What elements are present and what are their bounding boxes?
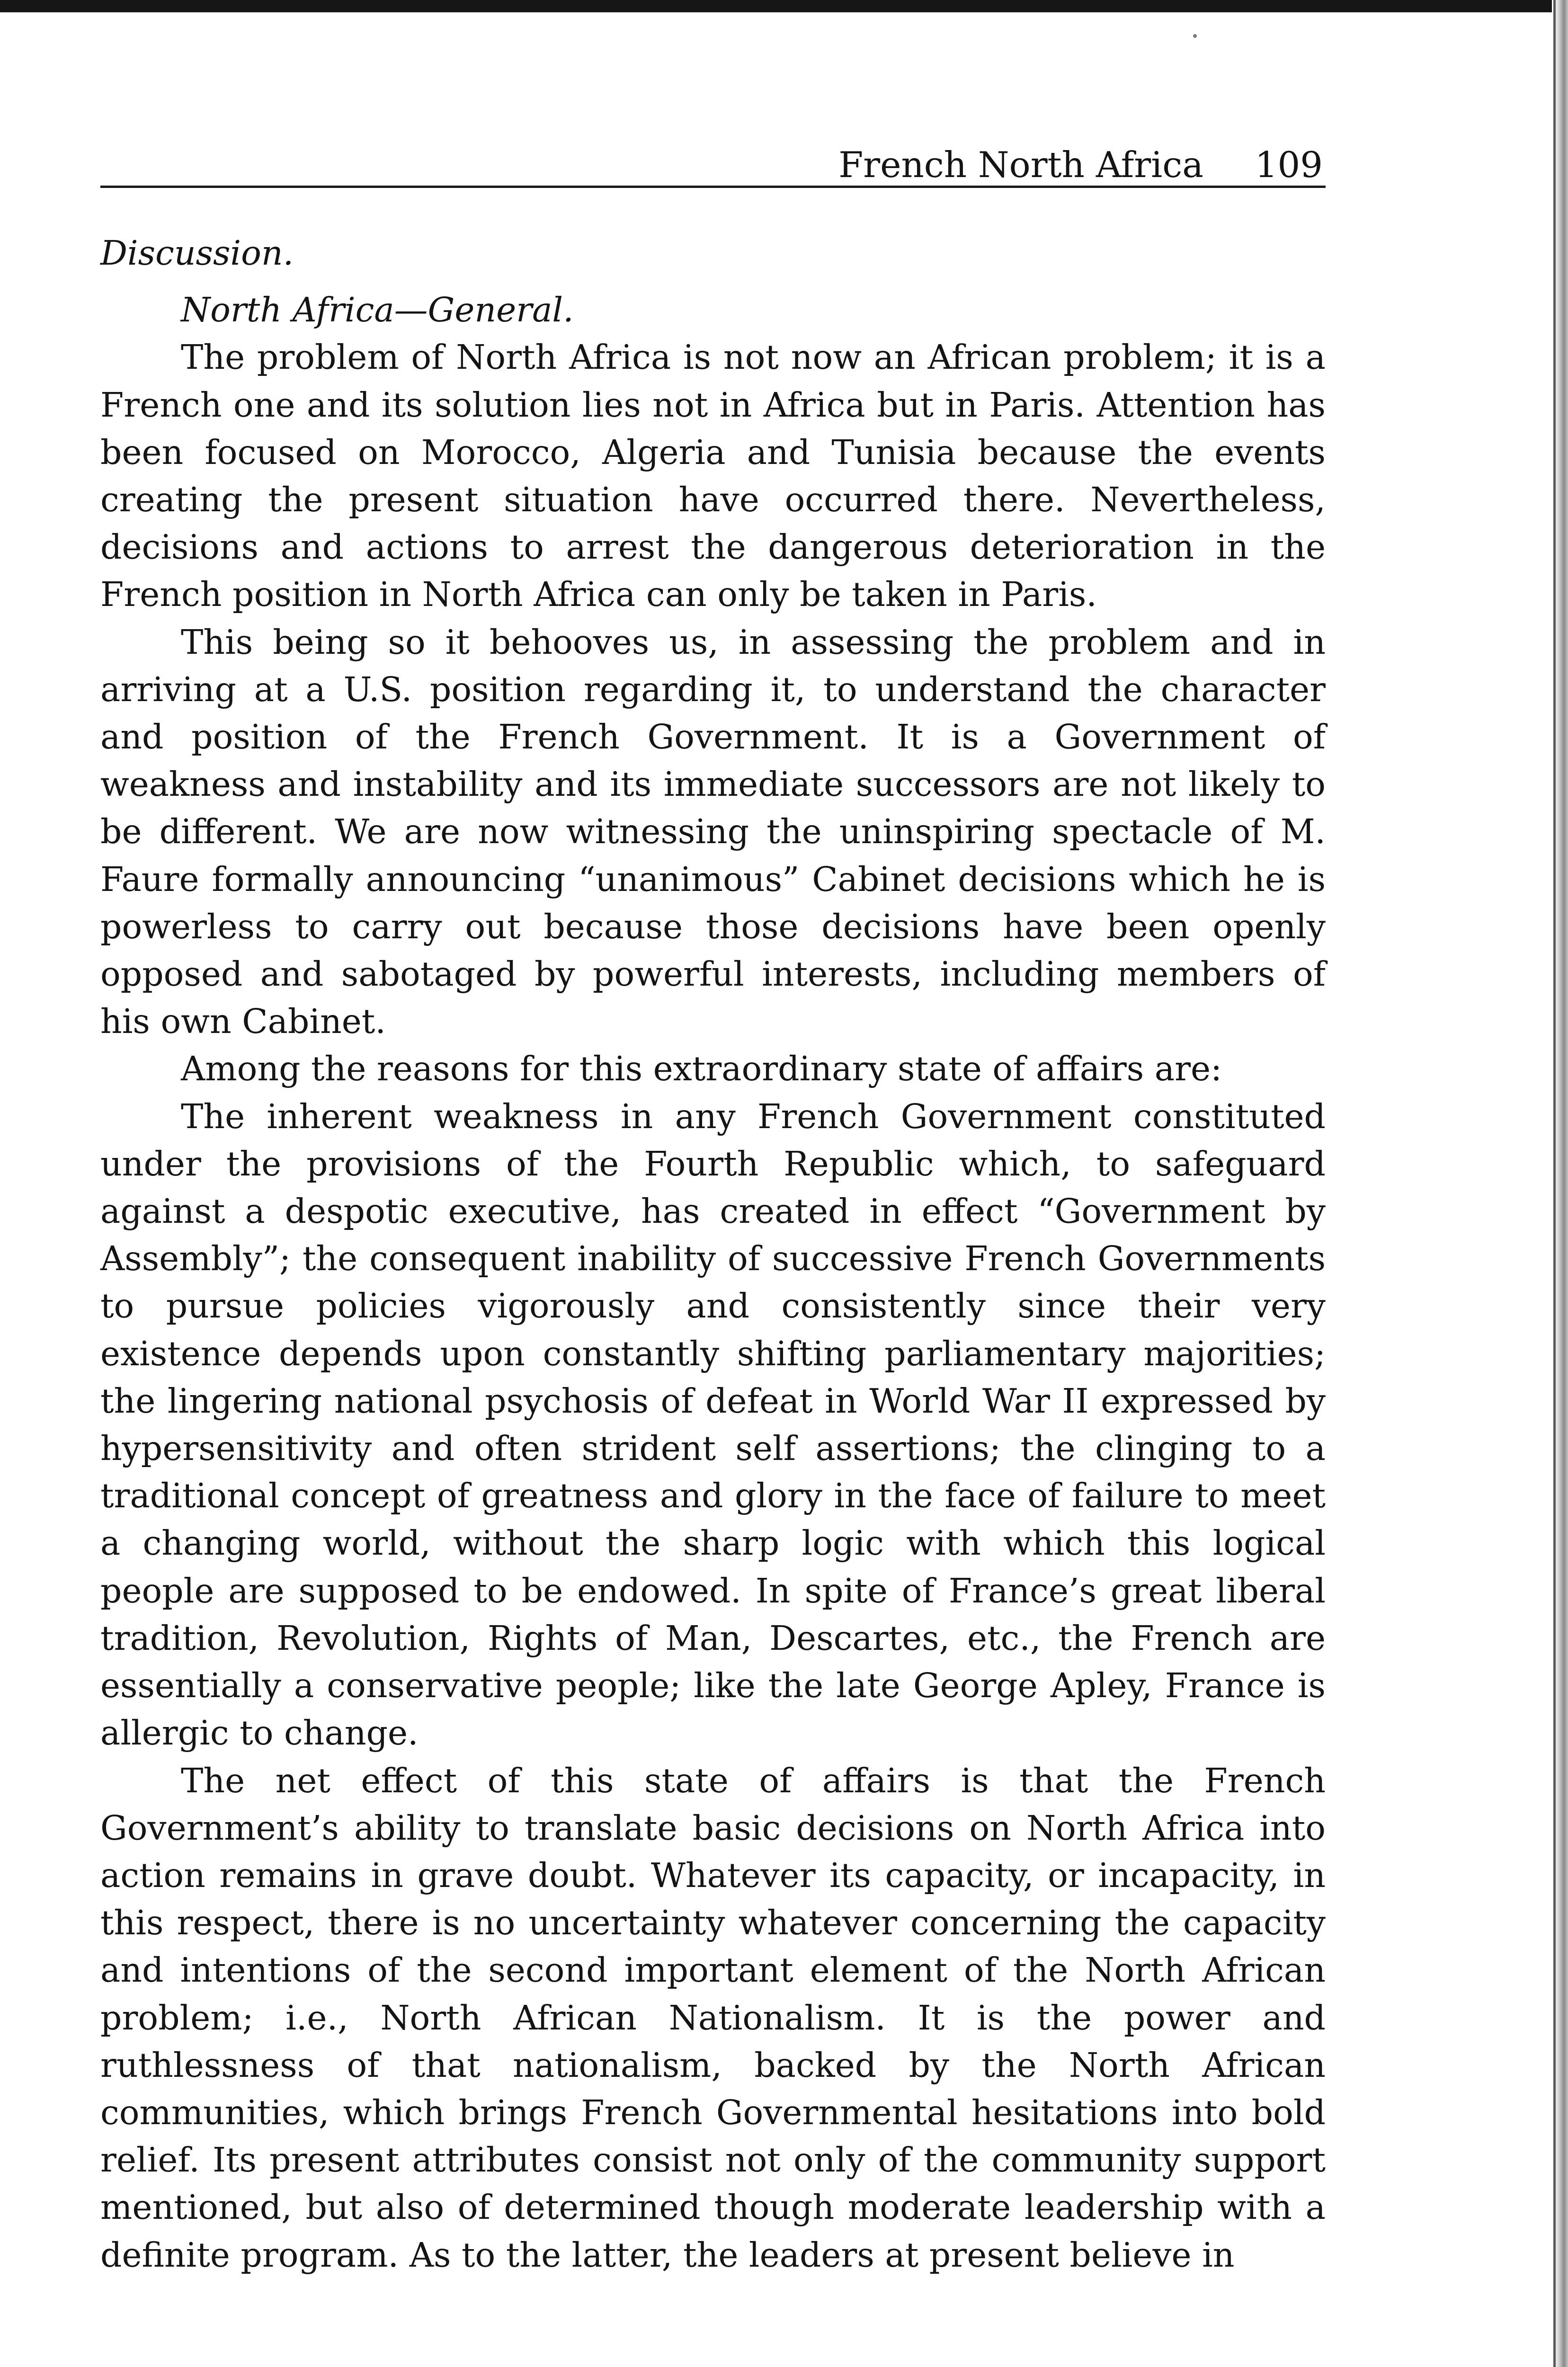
paragraph: The net effect of this state of affairs is that the French Government’s ability to translate basic decisions on North Africa into action remains in grave doubt. Whatever its capacity, or incapacity, in this respect, there is no uncertainty whatever concerning the capacity and intentions of the second important element of the North African problem; i.e., North African Nationalism. It is the power and ruthlessness of that nationalism, backed by the North African communities, which brings French Governmental hesitations into bold relief. Its present attributes consist not only of the community support mentioned, but also of determined though moderate leadership with a definite program. As to the latter, the leaders at present believe in xyxy=(100,1761,1326,2275)
scan-right-edge-line xyxy=(1553,0,1556,2367)
paragraph: Among the reasons for this extraordinary state of affairs are: xyxy=(181,1049,1222,1089)
running-head-title: French North Africa xyxy=(838,144,1203,186)
paragraph: This being so it behooves us, in assessing the problem and in arriving at a U.S. position regarding it, to understand the character and position of the French Government. It is a Government of weakness and instability and its immediate successors are not likely to be different. We are now witnessing the uninspiring spectacle of M. Faure formally announcing “unanimous” Cabinet decisions which he is powerless to carry out because those decisions have been openly opposed and sabotaged by powerful interests, including members of his own Cabinet. xyxy=(100,622,1326,1041)
scan-speck xyxy=(1193,34,1197,38)
page-number: 109 xyxy=(1255,144,1323,186)
section-heading: Discussion. xyxy=(100,233,294,273)
page-body xyxy=(100,230,1326,2279)
paragraph: The inherent weakness in any French Government constituted under the provisions of the Fourth Republic which, to safeguard against a despotic executive, has created in effect “Government by Assembly”; the consequent inability of successive French Governments to pursue policies vigorously and consistently since their very existence depends upon constantly shifting parliamentary majorities; the lingering national psychosis of defeat in World War II expressed by hypersensitivity and often strident self assertions; the clinging to a traditional concept of greatness and glory in the face of failure to meet a changing world, without the sharp logic with which this logical people are supposed to be endowed. In spite of France’s great liberal tradition, Revolution, Rights of Man, Descartes, etc., the French are essentially a conservative people; like the late George Apley, France is allergic to change. xyxy=(100,1096,1326,1753)
scan-top-border xyxy=(0,0,1568,12)
subsection-heading: North Africa—General. xyxy=(181,290,574,330)
paragraph: The problem of North Africa is not now an African problem; it is a French one and its solution lies not in Africa but in Paris. Attention has been focused on Morocco, Algeria and Tunisia because the events creating the present situation have occurred there. Nevertheless, decisions and actions to arrest the dangerous deterioration in the French position in North Africa can only be taken in Paris. xyxy=(100,338,1326,614)
running-head xyxy=(100,133,1326,188)
